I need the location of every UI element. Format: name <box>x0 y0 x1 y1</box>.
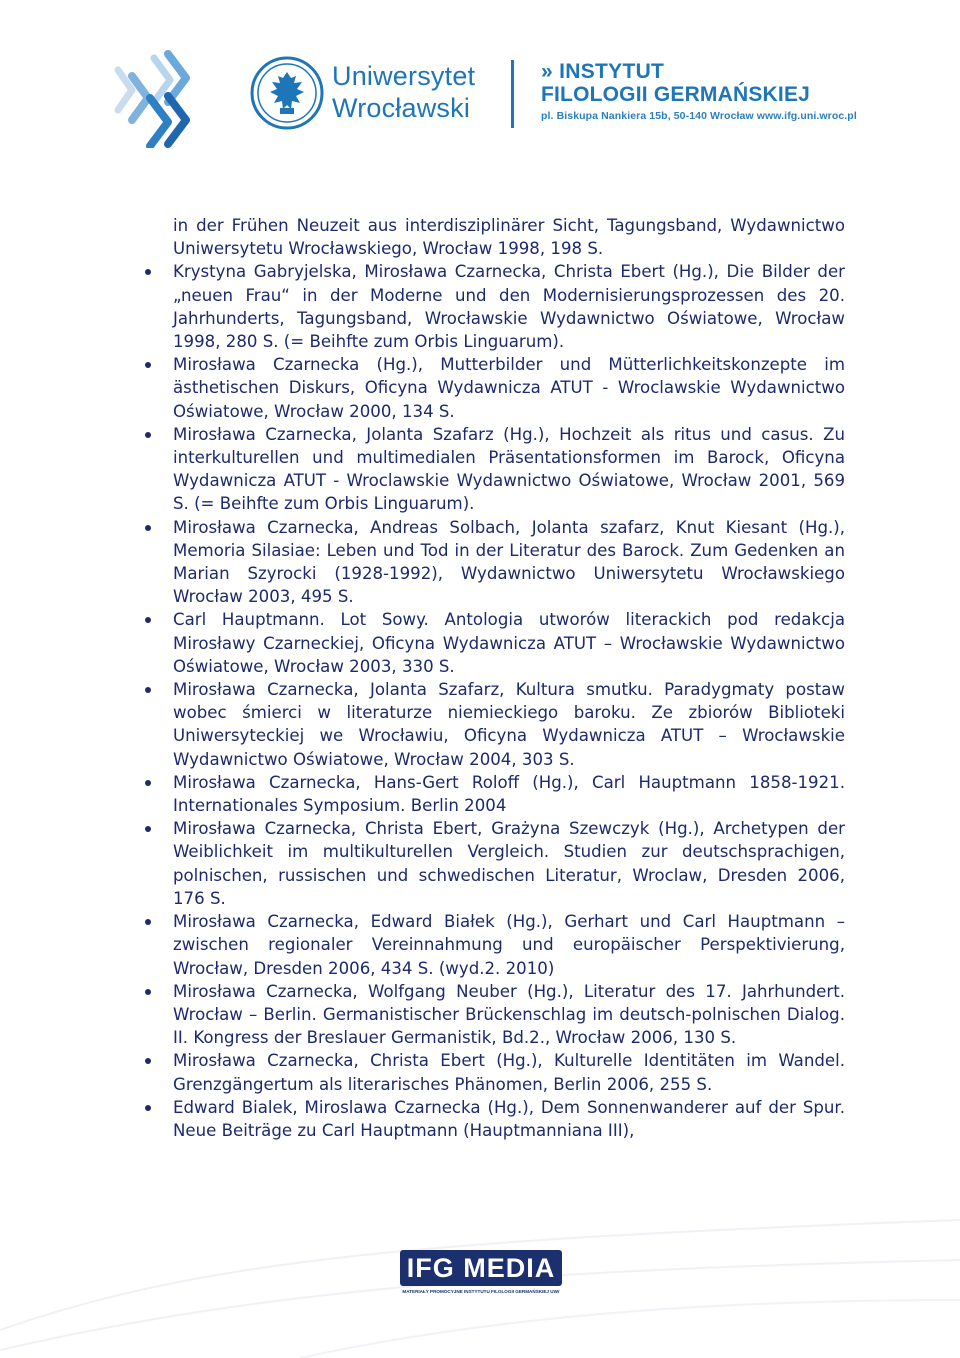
university-name-line1: Uniwersytet <box>332 61 476 91</box>
list-item: Carl Hauptmann. Lot Sowy. Antologia utworów literackich pod redakcja Mirosławy Czarneckiej, Oficyna Wydawnicza ATUT – Wrocławskie Wydawnictwo Oświatowe, Wrocław 2003, 330 S. <box>173 608 845 678</box>
eagle-seal-icon <box>250 56 324 130</box>
list-item: Mirosława Czarnecka, Andreas Solbach, Jolanta szafarz, Knut Kiesant (Hg.), Memoria Silasiae: Leben und Tod in der Literatur des Barock. Zum Gedenken an Marian Szyrocki (1928-1992), Wydawnictwo Uniwersytetu Wrocławskiego Wrocław 2003, 495 S. <box>173 516 845 609</box>
header-divider <box>511 60 514 128</box>
logo-tagline: MATERIAŁY PROMOCYJNE INSTYTUTU FILOLOGII GERMAŃSKIEJ UWr <box>402 1289 560 1294</box>
institute-title-line1: » INSTYTUT <box>541 60 665 83</box>
university-name-line2: Wrocławski <box>332 93 471 123</box>
list-item: Mirosława Czarnecka, Hans-Gert Roloff (Hg.), Carl Hauptmann 1858-1921. Internationales Symposium. Berlin 2004 <box>173 771 845 817</box>
ifg-media-logo <box>400 1250 562 1298</box>
page-header <box>0 0 960 170</box>
logo-media-text: MEDIA <box>463 1253 556 1283</box>
institute-title-line2: FILOLOGII GERMAŃSKIEJ <box>541 83 811 106</box>
double-chevron-icon <box>110 48 210 148</box>
intro-paragraph: in der Frühen Neuzeit aus interdisziplinärer Sicht, Tagungsband, Wydawnictwo Uniwersytetu Wrocławskiego, Wrocław 1998, 198 S. <box>173 216 845 259</box>
list-item: Mirosława Czarnecka, Wolfgang Neuber (Hg.), Literatur des 17. Jahrhundert. Wrocław – Berlin. Germanistischer Brückenschlag im deutsch-polnischen Dialog. II. Kongress der Breslauer Germanistik, Bd.2., Wrocław 2006, 130 S. <box>173 980 845 1050</box>
list-item: Mirosława Czarnecka, Edward Białek (Hg.), Gerhart und Carl Hauptmann – zwischen regionaler Vereinnahmung und europäischer Perspektivierung, Wrocław, Dresden 2006, 434 S. (wyd.2. 2010) <box>173 910 845 980</box>
list-item: Edward Bialek, Miroslawa Czarnecka (Hg.), Dem Sonnenwanderer auf der Spur. Neue Beiträge zu Carl Hauptmann (Hauptmanniana III), <box>173 1096 845 1142</box>
institute-address: pl. Biskupa Nankiera 15b, 50-140 Wrocław www.ifg.uni.wroc.pl <box>541 110 857 122</box>
list-item: Mirosława Czarnecka, Jolanta Szafarz, Kultura smutku. Paradygmaty postaw wobec śmierci w literaturze niemieckiego baroku. Ze zbiorów Biblioteki Uniwersyteckiej we Wrocławiu, Oficyna Wydawnicza ATUT – Wrocławskie Wydawnictwo Oświatowe, Wrocław 2004, 303 S. <box>173 678 845 771</box>
publication-list-content <box>173 214 845 1142</box>
list-item: Mirosława Czarnecka, Christa Ebert, Grażyna Szewczyk (Hg.), Archetypen der Weiblichkeit im multikulturellen Vergleich. Studien zur deutschsprachigen, polnischen, russischen und schwedischen Literatur, Wroclaw, Dresden 2006, 176 S. <box>173 817 845 910</box>
institute-block <box>541 60 857 125</box>
list-item: Mirosława Czarnecka (Hg.), Mutterbilder und Mütterlichkeitskonzepte im ästhetischen Diskurs, Oficyna Wydawnicza ATUT - Wroclawskie Wydawnictwo Oświatowe, Wrocław 2000, 134 S. <box>173 353 845 423</box>
logo-ifg-text: IFG <box>406 1253 455 1283</box>
list-item: Krystyna Gabryjelska, Mirosława Czarnecka, Christa Ebert (Hg.), Die Bilder der „neuen Frau“ in der Moderne und den Modernisierungsprozessen des 20. Jahrhunderts, Tagungsband, Wrocławskie Wydawnictwo Oświatowe, Wrocław 1998, 280 S. (= Beihfte zum Orbis Linguarum). <box>173 260 845 353</box>
list-item: Mirosława Czarnecka, Christa Ebert (Hg.), Kulturelle Identitäten im Wandel. Grenzgängertum als literarisches Phänomen, Berlin 2006, 255 S. <box>173 1049 845 1095</box>
university-name <box>332 60 475 124</box>
ifg-media-badge <box>400 1250 562 1286</box>
list-item: Mirosława Czarnecka, Jolanta Szafarz (Hg.), Hochzeit als ritus und casus. Zu interkulturellen und multimedialen Präsentationsformen im Barock, Oficyna Wydawnicza ATUT - Wroclawskie Wydawnictwo Oświatowe, Wrocław 2001, 569 S. (= Beihfte zum Orbis Linguarum). <box>173 423 845 516</box>
publication-list <box>173 260 845 1142</box>
